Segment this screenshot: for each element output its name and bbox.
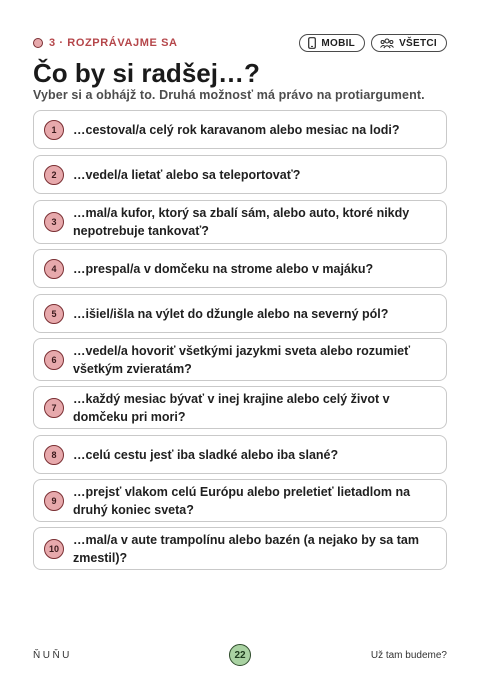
question-number: 10 xyxy=(44,539,64,559)
section-label: 3 · ROZPRÁVAJME SA xyxy=(49,37,178,49)
question-text: …prejsť vlakom celú Európu alebo preletieť lietadlom na druhý koniec sveta? xyxy=(73,484,411,517)
all-badge-label: VŠETCI xyxy=(399,37,437,49)
question-card xyxy=(33,386,447,429)
question-number: 4 xyxy=(44,259,64,279)
question-card xyxy=(33,338,447,381)
mobile-badge xyxy=(299,34,365,52)
brand-name: ŇUŇU xyxy=(33,649,72,661)
question-text: …mal/a kufor, ktorý sa zbalí sám, alebo auto, ktoré nikdy nepotrebuje tankovať? xyxy=(73,206,410,238)
mode-badges xyxy=(299,34,447,52)
question-text: …cestoval/a celý rok karavanom alebo mesiac na lodi? xyxy=(73,122,400,137)
page-subtitle: Vyber si a obhájž to. Druhá možnosť má právo na protiargument. xyxy=(33,88,425,102)
question-card xyxy=(33,479,447,522)
question-card xyxy=(33,435,447,474)
page-number: 22 xyxy=(229,644,251,666)
question-card xyxy=(33,527,447,570)
question-card xyxy=(33,249,447,288)
question-card xyxy=(33,200,447,244)
group-icon xyxy=(380,38,394,49)
question-text: …mal/a v aute trampolínu alebo bazén (a nejako by sa tam zmestil)? xyxy=(73,532,419,565)
section-heading xyxy=(33,37,178,49)
mobile-badge-label: MOBIL xyxy=(321,37,356,49)
question-card xyxy=(33,294,447,333)
question-number: 7 xyxy=(44,398,64,418)
question-text: …každý mesiac bývať v inej krajine alebo celý život v domčeku pri mori? xyxy=(73,391,390,424)
page-footer xyxy=(33,645,447,665)
question-text: …celú cestu jesť iba sladké alebo iba slané? xyxy=(73,447,339,462)
book-title: Už tam budeme? xyxy=(370,649,447,661)
page-header xyxy=(33,34,447,52)
phone-icon xyxy=(308,37,316,49)
all-badge xyxy=(371,34,447,52)
question-number: 1 xyxy=(44,120,64,140)
question-card xyxy=(33,110,447,149)
question-number: 3 xyxy=(44,212,64,232)
question-number: 2 xyxy=(44,165,64,185)
question-number: 9 xyxy=(44,491,64,511)
question-text: …prespal/a v domčeku na strome alebo v majáku? xyxy=(73,261,374,276)
question-number: 5 xyxy=(44,304,64,324)
question-card xyxy=(33,155,447,194)
question-number: 8 xyxy=(44,445,64,465)
question-text: …išiel/išla na výlet do džungle alebo na severný pól? xyxy=(73,306,389,321)
question-number: 6 xyxy=(44,350,64,370)
section-dot-icon xyxy=(33,38,43,48)
question-text: …vedel/a lietať alebo sa teleportovať? xyxy=(73,167,301,182)
question-text: …vedel/a hovoriť všetkými jazykmi sveta alebo rozumieť všetkým zvieratám? xyxy=(73,343,411,376)
page-title: Čo by si radšej…? xyxy=(33,58,260,88)
